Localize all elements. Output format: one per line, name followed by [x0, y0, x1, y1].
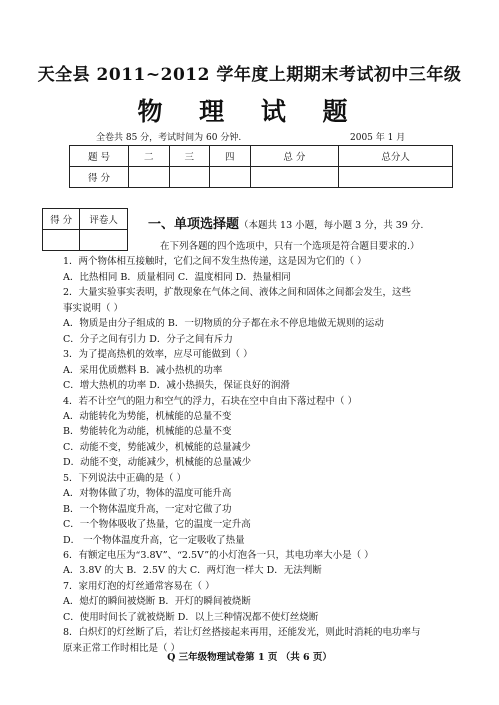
question-line: D． 一个物体温度升高，它一定吸收了热量 — [63, 534, 245, 546]
question-line: B．势能转化为动能，机械能的总量不变 — [63, 426, 232, 438]
question-line: B．一个物体温度升高，一定对它做了功 — [63, 503, 232, 515]
score-cell — [210, 167, 251, 188]
score-cell — [250, 167, 339, 188]
question-line: A．对物体做了功，物体的温度可能升高 — [63, 488, 232, 500]
exam-date: 2005 年 1 月 — [350, 133, 406, 143]
question-line: A．熄灯的瞬间被烧断 B．开灯的瞬间被烧断 — [63, 596, 251, 608]
exam-title: 天全县 2011~2012 学年度上期期末考试初中三年级 — [37, 65, 462, 85]
question-line: C．一个物体吸收了热量，它的温度一定升高 — [63, 519, 251, 531]
score-header-cell: 四 — [210, 146, 251, 167]
question-line: 5．下列说法中正确的是（ ） — [63, 472, 187, 484]
question-line: 1．两个物体相互接触时，它们之间不发生热传递，这是因为它们的（ ） — [63, 256, 367, 268]
question-line: A．比热相同 B．质量相同 C．温度相同 D．热量相同 — [63, 271, 291, 283]
score-header-cell: 二 — [129, 146, 170, 167]
question-line: 6．有额定电压为“3.8V”、“2.5V”的小灯泡各一只，其电功率大小是（ ） — [63, 550, 374, 561]
exam-info: 全卷共 85 分，考试时间为 60 分钟. — [96, 133, 242, 143]
score-row-label: 得 分 — [70, 167, 129, 188]
question-line: C．动能不变，势能减少，机械能的总量减少 — [63, 441, 251, 453]
section-heading-row — [148, 213, 423, 232]
grader-score-label: 得 分 — [43, 209, 80, 230]
subject-title: 物 理 试 题 — [137, 97, 362, 126]
grader-name-cell — [80, 230, 128, 251]
page-footer: Q 三年级物理试卷第 1 页 （共 6 页） — [167, 652, 332, 663]
question-line: C．分子之间有引力 D．分子之间有斥力 — [63, 333, 233, 345]
question-line: A．采用优质燃料 B．减小热机的功率 — [63, 364, 223, 376]
grader-score-cell — [43, 230, 80, 251]
question-line: D．动能不变，动能减少，机械能的总量减少 — [63, 457, 252, 469]
question-line: 在下列各题的四个选项中，只有一个选项是符合题目要求的.） — [160, 241, 420, 252]
question-line: 7．家用灯泡的灯丝通常容易在（ ） — [63, 580, 215, 592]
question-line: 原来正常工作时相比是（ ） — [63, 642, 181, 654]
score-header-cell: 总 分 — [250, 146, 339, 167]
score-cell — [129, 167, 170, 188]
score-cell — [339, 167, 453, 188]
score-header-cell: 题 号 — [70, 146, 129, 167]
question-line: 3．为了提高热机的效率，应尽可能做到（ ） — [63, 349, 253, 361]
score-table — [69, 145, 453, 188]
grader-label: 评卷人 — [80, 209, 128, 230]
question-line: A．3.8V 的大 B．2.5V 的大 C．两灯泡一样大 D．无法判断 — [63, 565, 322, 577]
question-line: A．物质是由分子组成的 B．一切物质的分子都在永不停息地做无规则的运动 — [63, 318, 384, 330]
question-line: C．使用时间长了就被烧断 D．以上三种情况都不使灯丝烧断 — [63, 611, 319, 623]
question-line: 8．白炽灯的灯丝断了后，若让灯丝搭接起来再用，还能发光，则此时消耗的电功率与 — [63, 627, 421, 639]
question-line: A．动能转化为势能，机械能的总量不变 — [63, 410, 232, 422]
section-heading: 一、单项选择题 — [148, 217, 240, 232]
question-line: C．增大热机的功率 D．减小热损失，保证良好的润滑 — [63, 380, 290, 392]
score-table-score-row — [70, 167, 453, 188]
question-line: 2．大量实验事实表明，扩散现象在气体之间、液体之间和固体之间都会发生，这些 — [63, 287, 412, 299]
question-line: 4．若不计空气的阻力和空气的浮力，石块在空中自由下落过程中（ ） — [63, 395, 358, 407]
score-cell — [169, 167, 210, 188]
score-table-header-row — [70, 146, 453, 167]
question-line: 事实说明（ ） — [63, 302, 124, 314]
score-header-cell: 总分人 — [339, 146, 453, 167]
score-header-cell: 三 — [169, 146, 210, 167]
section-note: （本题共 13 小题，每小题 3 分，共 39 分. — [239, 220, 424, 231]
grader-table — [42, 208, 128, 251]
